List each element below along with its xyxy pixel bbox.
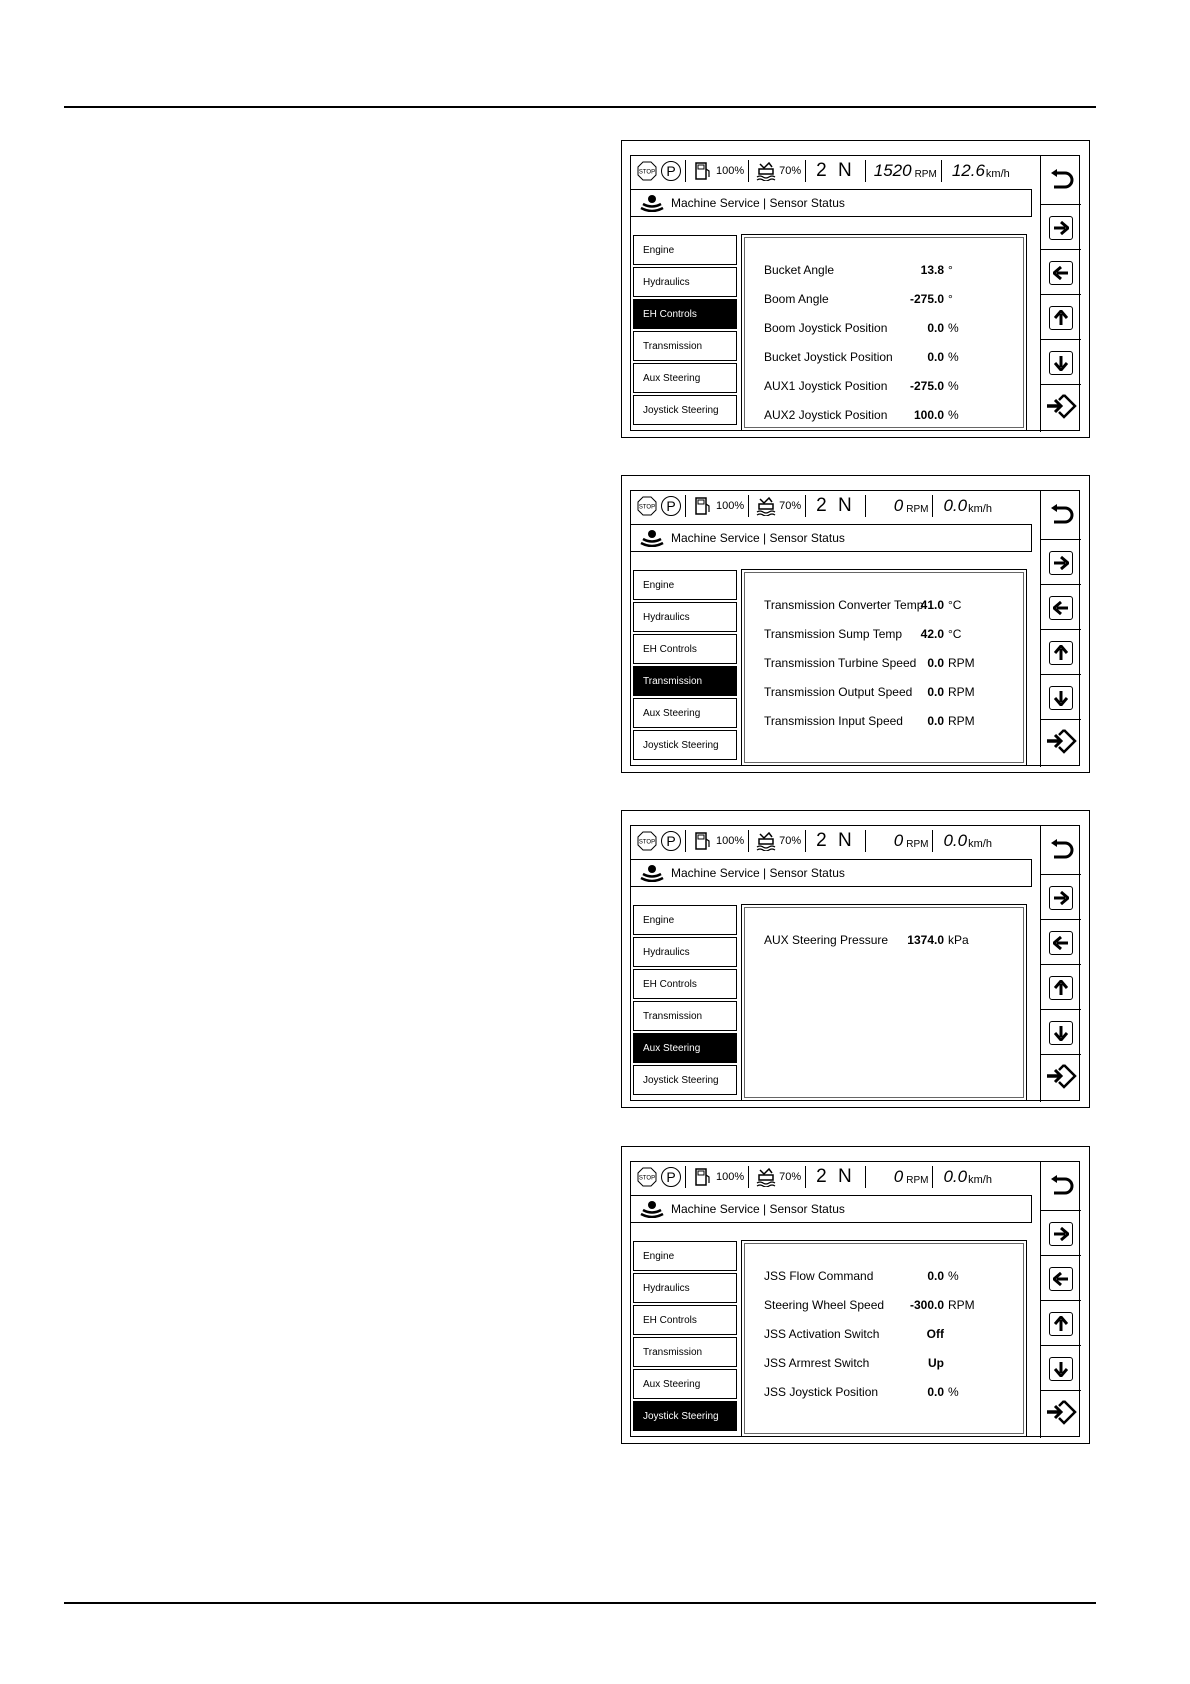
display-screen — [621, 1146, 1090, 1444]
button-divider — [1041, 1009, 1081, 1010]
sensor-unit: % — [948, 1269, 959, 1283]
machine-service-icon — [639, 528, 665, 548]
sensor-label: JSS Armrest Switch — [764, 1356, 870, 1370]
status-separator — [805, 1166, 806, 1188]
sensor-unit: kPa — [948, 933, 969, 947]
menu-item-transmission[interactable]: Transmission — [633, 1001, 737, 1031]
status-separator — [748, 830, 749, 852]
sensor-unit: % — [948, 350, 959, 364]
screen-title: Machine Service | Sensor Status — [671, 531, 845, 545]
display-screen — [621, 810, 1090, 1108]
sensor-value: 0.0 — [927, 656, 944, 670]
sensor-values-panel — [741, 904, 1027, 1101]
def-level: 70% — [779, 500, 802, 512]
sensor-unit: RPM — [948, 714, 975, 728]
button-divider — [1041, 294, 1081, 295]
enter-icon — [1045, 728, 1077, 759]
stop-icon — [637, 496, 657, 516]
engine-rpm: 0 — [893, 831, 904, 850]
scroll-down-button[interactable] — [1041, 1011, 1081, 1055]
enter-button[interactable] — [1041, 721, 1081, 765]
fuel-level: 100% — [716, 1171, 745, 1183]
sensor-unit: °C — [948, 627, 962, 641]
arrow-left-icon — [1049, 596, 1073, 620]
sensor-label: JSS Flow Command — [764, 1269, 874, 1283]
status-separator — [865, 160, 866, 182]
sensor-row — [764, 596, 1024, 616]
ground-speed: 0.0 — [943, 496, 968, 515]
speed-unit: km/h — [968, 502, 992, 515]
button-divider — [1041, 1345, 1081, 1346]
sensor-label: Transmission Turbine Speed — [764, 656, 917, 670]
fuel-level: 100% — [716, 165, 745, 177]
arrow-right-icon — [1049, 216, 1073, 240]
status-bar — [631, 826, 1038, 856]
arrow-right-icon — [1049, 551, 1073, 575]
def-level-icon — [755, 1167, 777, 1187]
next-button[interactable] — [1041, 541, 1081, 585]
sensor-unit: RPM — [948, 685, 975, 699]
sensor-unit: ° — [948, 263, 953, 277]
button-divider — [1041, 1300, 1081, 1301]
engine-rpm: 1520 — [873, 161, 912, 180]
status-separator — [685, 830, 686, 852]
sensor-row — [764, 1296, 1024, 1316]
rpm-unit: RPM — [914, 168, 937, 180]
ground-speed: 12.6 — [951, 161, 985, 180]
parking-brake-icon: P — [661, 831, 681, 851]
previous-button[interactable] — [1041, 921, 1081, 965]
sensor-label: Transmission Converter Temp — [764, 598, 924, 612]
sensor-row — [764, 654, 1024, 674]
screen-title-bar — [631, 859, 1032, 887]
sensor-unit: RPM — [948, 656, 975, 670]
status-separator — [748, 495, 749, 517]
status-bar — [631, 491, 1038, 521]
engine-rpm: 0 — [893, 1167, 904, 1186]
scroll-up-button[interactable] — [1041, 631, 1081, 675]
back-button[interactable] — [1041, 495, 1081, 539]
menu-item-aux-steering[interactable]: Aux Steering — [633, 1369, 737, 1399]
sensor-label: Transmission Sump Temp — [764, 627, 903, 641]
arrow-down-icon — [1049, 1021, 1073, 1045]
back-icon — [1048, 168, 1074, 197]
enter-button[interactable] — [1041, 386, 1081, 430]
sensor-label: Transmission Input Speed — [764, 714, 903, 728]
sensor-values-panel — [741, 569, 1027, 766]
rpm-unit: RPM — [906, 503, 929, 515]
status-separator — [932, 830, 933, 852]
status-separator — [805, 160, 806, 182]
fuel-icon — [692, 1167, 714, 1187]
enter-icon — [1045, 1063, 1077, 1094]
menu-item-eh-controls[interactable]: EH Controls — [633, 1305, 737, 1335]
parking-brake-icon: P — [661, 496, 681, 516]
scroll-down-button[interactable] — [1041, 1347, 1081, 1391]
engine-rpm: 0 — [893, 496, 904, 515]
status-separator — [932, 495, 933, 517]
sensor-row — [764, 319, 1024, 339]
speed-unit: km/h — [985, 167, 1010, 180]
screen-title: Machine Service | Sensor Status — [671, 866, 845, 880]
page-bottom-rule — [64, 1602, 1096, 1604]
rpm-unit: RPM — [906, 1174, 929, 1186]
status-bar — [631, 156, 1038, 186]
sensor-row — [764, 261, 1024, 281]
def-level: 70% — [779, 165, 802, 177]
back-icon — [1048, 503, 1074, 532]
sensor-values-panel — [741, 1240, 1027, 1437]
machine-service-icon — [639, 1199, 665, 1219]
status-separator — [865, 495, 866, 517]
back-button[interactable] — [1041, 160, 1081, 204]
def-level-icon — [755, 496, 777, 516]
menu-item-joystick-steering[interactable]: Joystick Steering — [633, 395, 737, 425]
arrow-right-icon — [1049, 886, 1073, 910]
status-separator — [685, 160, 686, 182]
enter-button[interactable] — [1041, 1392, 1081, 1436]
status-separator — [805, 495, 806, 517]
status-separator — [865, 1166, 866, 1188]
arrow-up-icon — [1049, 976, 1073, 1000]
back-icon — [1048, 1174, 1074, 1203]
side-button-column — [1040, 826, 1081, 1102]
button-divider — [1041, 204, 1081, 205]
machine-service-icon — [639, 863, 665, 883]
fuel-icon — [692, 161, 714, 181]
sensor-category-menu — [633, 570, 737, 762]
fuel-icon — [692, 831, 714, 851]
screen-title-bar — [631, 1195, 1032, 1223]
menu-item-transmission[interactable]: Transmission — [633, 666, 737, 696]
button-divider — [1041, 874, 1081, 875]
status-separator — [805, 830, 806, 852]
svg-text:STOP: STOP — [638, 839, 656, 846]
scroll-up-button[interactable] — [1041, 296, 1081, 340]
enter-icon — [1045, 393, 1077, 424]
stop-icon — [637, 831, 657, 851]
display-screen — [621, 475, 1090, 773]
sensor-value: 0.0 — [927, 350, 944, 364]
sensor-category-menu — [633, 235, 737, 427]
svg-text:STOP: STOP — [638, 169, 656, 176]
stop-icon — [637, 1167, 657, 1187]
menu-item-transmission[interactable]: Transmission — [633, 1337, 737, 1367]
button-divider — [1041, 674, 1081, 675]
gear-indicator: 2 N — [816, 495, 855, 516]
button-divider — [1041, 1255, 1081, 1256]
menu-item-hydraulics[interactable]: Hydraulics — [633, 602, 737, 632]
sensor-category-menu — [633, 1241, 737, 1433]
previous-button[interactable] — [1041, 251, 1081, 295]
sensor-label: AUX2 Joystick Position — [764, 408, 888, 422]
button-divider — [1041, 339, 1081, 340]
rpm-unit: RPM — [906, 838, 929, 850]
sensor-row — [764, 348, 1024, 368]
display-frame — [630, 825, 1080, 1101]
sensor-row — [764, 1354, 1024, 1374]
fuel-level: 100% — [716, 835, 745, 847]
next-button[interactable] — [1041, 876, 1081, 920]
status-separator — [932, 1166, 933, 1188]
sensor-row — [764, 377, 1024, 397]
display-screen — [621, 140, 1090, 438]
def-level-icon — [755, 161, 777, 181]
sensor-row — [764, 290, 1024, 310]
sensor-row — [764, 931, 1024, 951]
status-separator — [748, 1166, 749, 1188]
sensor-category-menu — [633, 905, 737, 1097]
sensor-unit: ° — [948, 292, 953, 306]
sensor-row — [764, 406, 1024, 426]
speed-unit: km/h — [968, 1173, 992, 1186]
machine-service-icon — [639, 193, 665, 213]
arrow-up-icon — [1049, 1312, 1073, 1336]
menu-item-hydraulics[interactable]: Hydraulics — [633, 1273, 737, 1303]
button-divider — [1041, 629, 1081, 630]
button-divider — [1041, 964, 1081, 965]
speed-unit: km/h — [968, 837, 992, 850]
menu-item-joystick-steering[interactable]: Joystick Steering — [633, 1065, 737, 1095]
sensor-label: Bucket Joystick Position — [764, 350, 893, 364]
button-divider — [1041, 249, 1081, 250]
scroll-up-button[interactable] — [1041, 966, 1081, 1010]
back-button[interactable] — [1041, 1166, 1081, 1210]
sensor-value: 0.0 — [927, 685, 944, 699]
menu-item-engine[interactable]: Engine — [633, 570, 737, 600]
screen-title-bar — [631, 189, 1032, 217]
next-button[interactable] — [1041, 1212, 1081, 1256]
arrow-left-icon — [1049, 261, 1073, 285]
arrow-down-icon — [1049, 686, 1073, 710]
next-button[interactable] — [1041, 206, 1081, 250]
menu-item-engine[interactable]: Engine — [633, 1241, 737, 1271]
parking-brake-icon: P — [661, 1167, 681, 1187]
arrow-up-icon — [1049, 306, 1073, 330]
arrow-left-icon — [1049, 931, 1073, 955]
sensor-value: 0.0 — [927, 714, 944, 728]
back-button[interactable] — [1041, 830, 1081, 874]
sensor-value: 0.0 — [927, 1385, 944, 1399]
side-button-column — [1040, 1162, 1081, 1438]
sensor-label: Boom Joystick Position — [764, 321, 888, 335]
sensor-value: -300.0 — [909, 1298, 944, 1312]
side-button-column — [1040, 156, 1081, 432]
sensor-value: 41.0 — [920, 598, 944, 612]
menu-item-aux-steering[interactable]: Aux Steering — [633, 363, 737, 393]
sensor-unit: % — [948, 1385, 959, 1399]
menu-item-hydraulics[interactable]: Hydraulics — [633, 267, 737, 297]
menu-item-eh-controls[interactable]: EH Controls — [633, 969, 737, 999]
sensor-row — [764, 1325, 1024, 1345]
sensor-value: Off — [926, 1327, 944, 1341]
sensor-row — [764, 625, 1024, 645]
sensor-label: JSS Joystick Position — [764, 1385, 879, 1399]
display-frame — [630, 155, 1080, 431]
sensor-label: Transmission Output Speed — [764, 685, 913, 699]
sensor-unit: % — [948, 379, 959, 393]
sensor-row — [764, 683, 1024, 703]
sensor-unit: RPM — [948, 1298, 975, 1312]
sensor-value: 100.0 — [913, 408, 944, 422]
sensor-value: 1374.0 — [907, 933, 944, 947]
button-divider — [1041, 584, 1081, 585]
sensor-values-panel — [741, 234, 1027, 431]
sensor-label: Bucket Angle — [764, 263, 835, 277]
sensor-unit: % — [948, 321, 959, 335]
gear-indicator: 2 N — [816, 160, 855, 181]
menu-item-hydraulics[interactable]: Hydraulics — [633, 937, 737, 967]
menu-item-engine[interactable]: Engine — [633, 235, 737, 265]
sensor-row — [764, 712, 1024, 732]
status-separator — [865, 830, 866, 852]
arrow-down-icon — [1049, 351, 1073, 375]
fuel-level: 100% — [716, 500, 745, 512]
gear-indicator: 2 N — [816, 830, 855, 851]
button-divider — [1041, 1054, 1081, 1055]
previous-button[interactable] — [1041, 586, 1081, 630]
fuel-icon — [692, 496, 714, 516]
screen-title: Machine Service | Sensor Status — [671, 196, 845, 210]
svg-text:STOP: STOP — [638, 1175, 656, 1182]
menu-item-aux-steering[interactable]: Aux Steering — [633, 1033, 737, 1063]
arrow-down-icon — [1049, 1357, 1073, 1381]
def-level: 70% — [779, 1171, 802, 1183]
stop-icon — [637, 161, 657, 181]
previous-button[interactable] — [1041, 1257, 1081, 1301]
sensor-value: -275.0 — [909, 292, 944, 306]
sensor-value: 0.0 — [927, 1269, 944, 1283]
sensor-row — [764, 1267, 1024, 1287]
status-bar — [631, 1162, 1038, 1192]
ground-speed: 0.0 — [943, 831, 968, 850]
scroll-down-button[interactable] — [1041, 676, 1081, 720]
menu-item-engine[interactable]: Engine — [633, 905, 737, 935]
sensor-value: -275.0 — [909, 379, 944, 393]
menu-item-eh-controls[interactable]: EH Controls — [633, 634, 737, 664]
sensor-label: Boom Angle — [764, 292, 829, 306]
sensor-label: AUX Steering Pressure — [764, 933, 889, 947]
parking-brake-icon: P — [661, 161, 681, 181]
arrow-right-icon — [1049, 1222, 1073, 1246]
button-divider — [1041, 384, 1081, 385]
sensor-unit: % — [948, 408, 959, 422]
sensor-unit: °C — [948, 598, 962, 612]
status-separator — [748, 160, 749, 182]
arrow-left-icon — [1049, 1267, 1073, 1291]
display-frame — [630, 1161, 1080, 1437]
display-frame — [630, 490, 1080, 766]
sensor-label: JSS Activation Switch — [764, 1327, 880, 1341]
sensor-label: AUX1 Joystick Position — [764, 379, 888, 393]
scroll-up-button[interactable] — [1041, 1302, 1081, 1346]
scroll-down-button[interactable] — [1041, 341, 1081, 385]
sensor-value: 42.0 — [920, 627, 944, 641]
button-divider — [1041, 1390, 1081, 1391]
button-divider — [1041, 919, 1081, 920]
side-button-column — [1040, 491, 1081, 767]
menu-item-transmission[interactable]: Transmission — [633, 331, 737, 361]
menu-item-joystick-steering[interactable]: Joystick Steering — [633, 730, 737, 760]
screen-title: Machine Service | Sensor Status — [671, 1202, 845, 1216]
status-separator — [941, 160, 942, 182]
svg-text:STOP: STOP — [638, 504, 656, 511]
def-level-icon — [755, 831, 777, 851]
status-separator — [685, 1166, 686, 1188]
enter-icon — [1045, 1399, 1077, 1430]
status-separator — [685, 495, 686, 517]
sensor-value: Up — [928, 1356, 944, 1370]
sensor-row — [764, 1383, 1024, 1403]
menu-item-joystick-steering[interactable]: Joystick Steering — [633, 1401, 737, 1431]
screen-title-bar — [631, 524, 1032, 552]
gear-indicator: 2 N — [816, 1166, 855, 1187]
button-divider — [1041, 719, 1081, 720]
ground-speed: 0.0 — [943, 1167, 968, 1186]
sensor-value: 13.8 — [920, 263, 944, 277]
menu-item-eh-controls[interactable]: EH Controls — [633, 299, 737, 329]
sensor-label: Steering Wheel Speed — [764, 1298, 885, 1312]
page-top-rule — [64, 106, 1096, 108]
sensor-value: 0.0 — [927, 321, 944, 335]
arrow-up-icon — [1049, 641, 1073, 665]
button-divider — [1041, 539, 1081, 540]
enter-button[interactable] — [1041, 1056, 1081, 1100]
def-level: 70% — [779, 835, 802, 847]
menu-item-aux-steering[interactable]: Aux Steering — [633, 698, 737, 728]
button-divider — [1041, 1210, 1081, 1211]
back-icon — [1048, 838, 1074, 867]
